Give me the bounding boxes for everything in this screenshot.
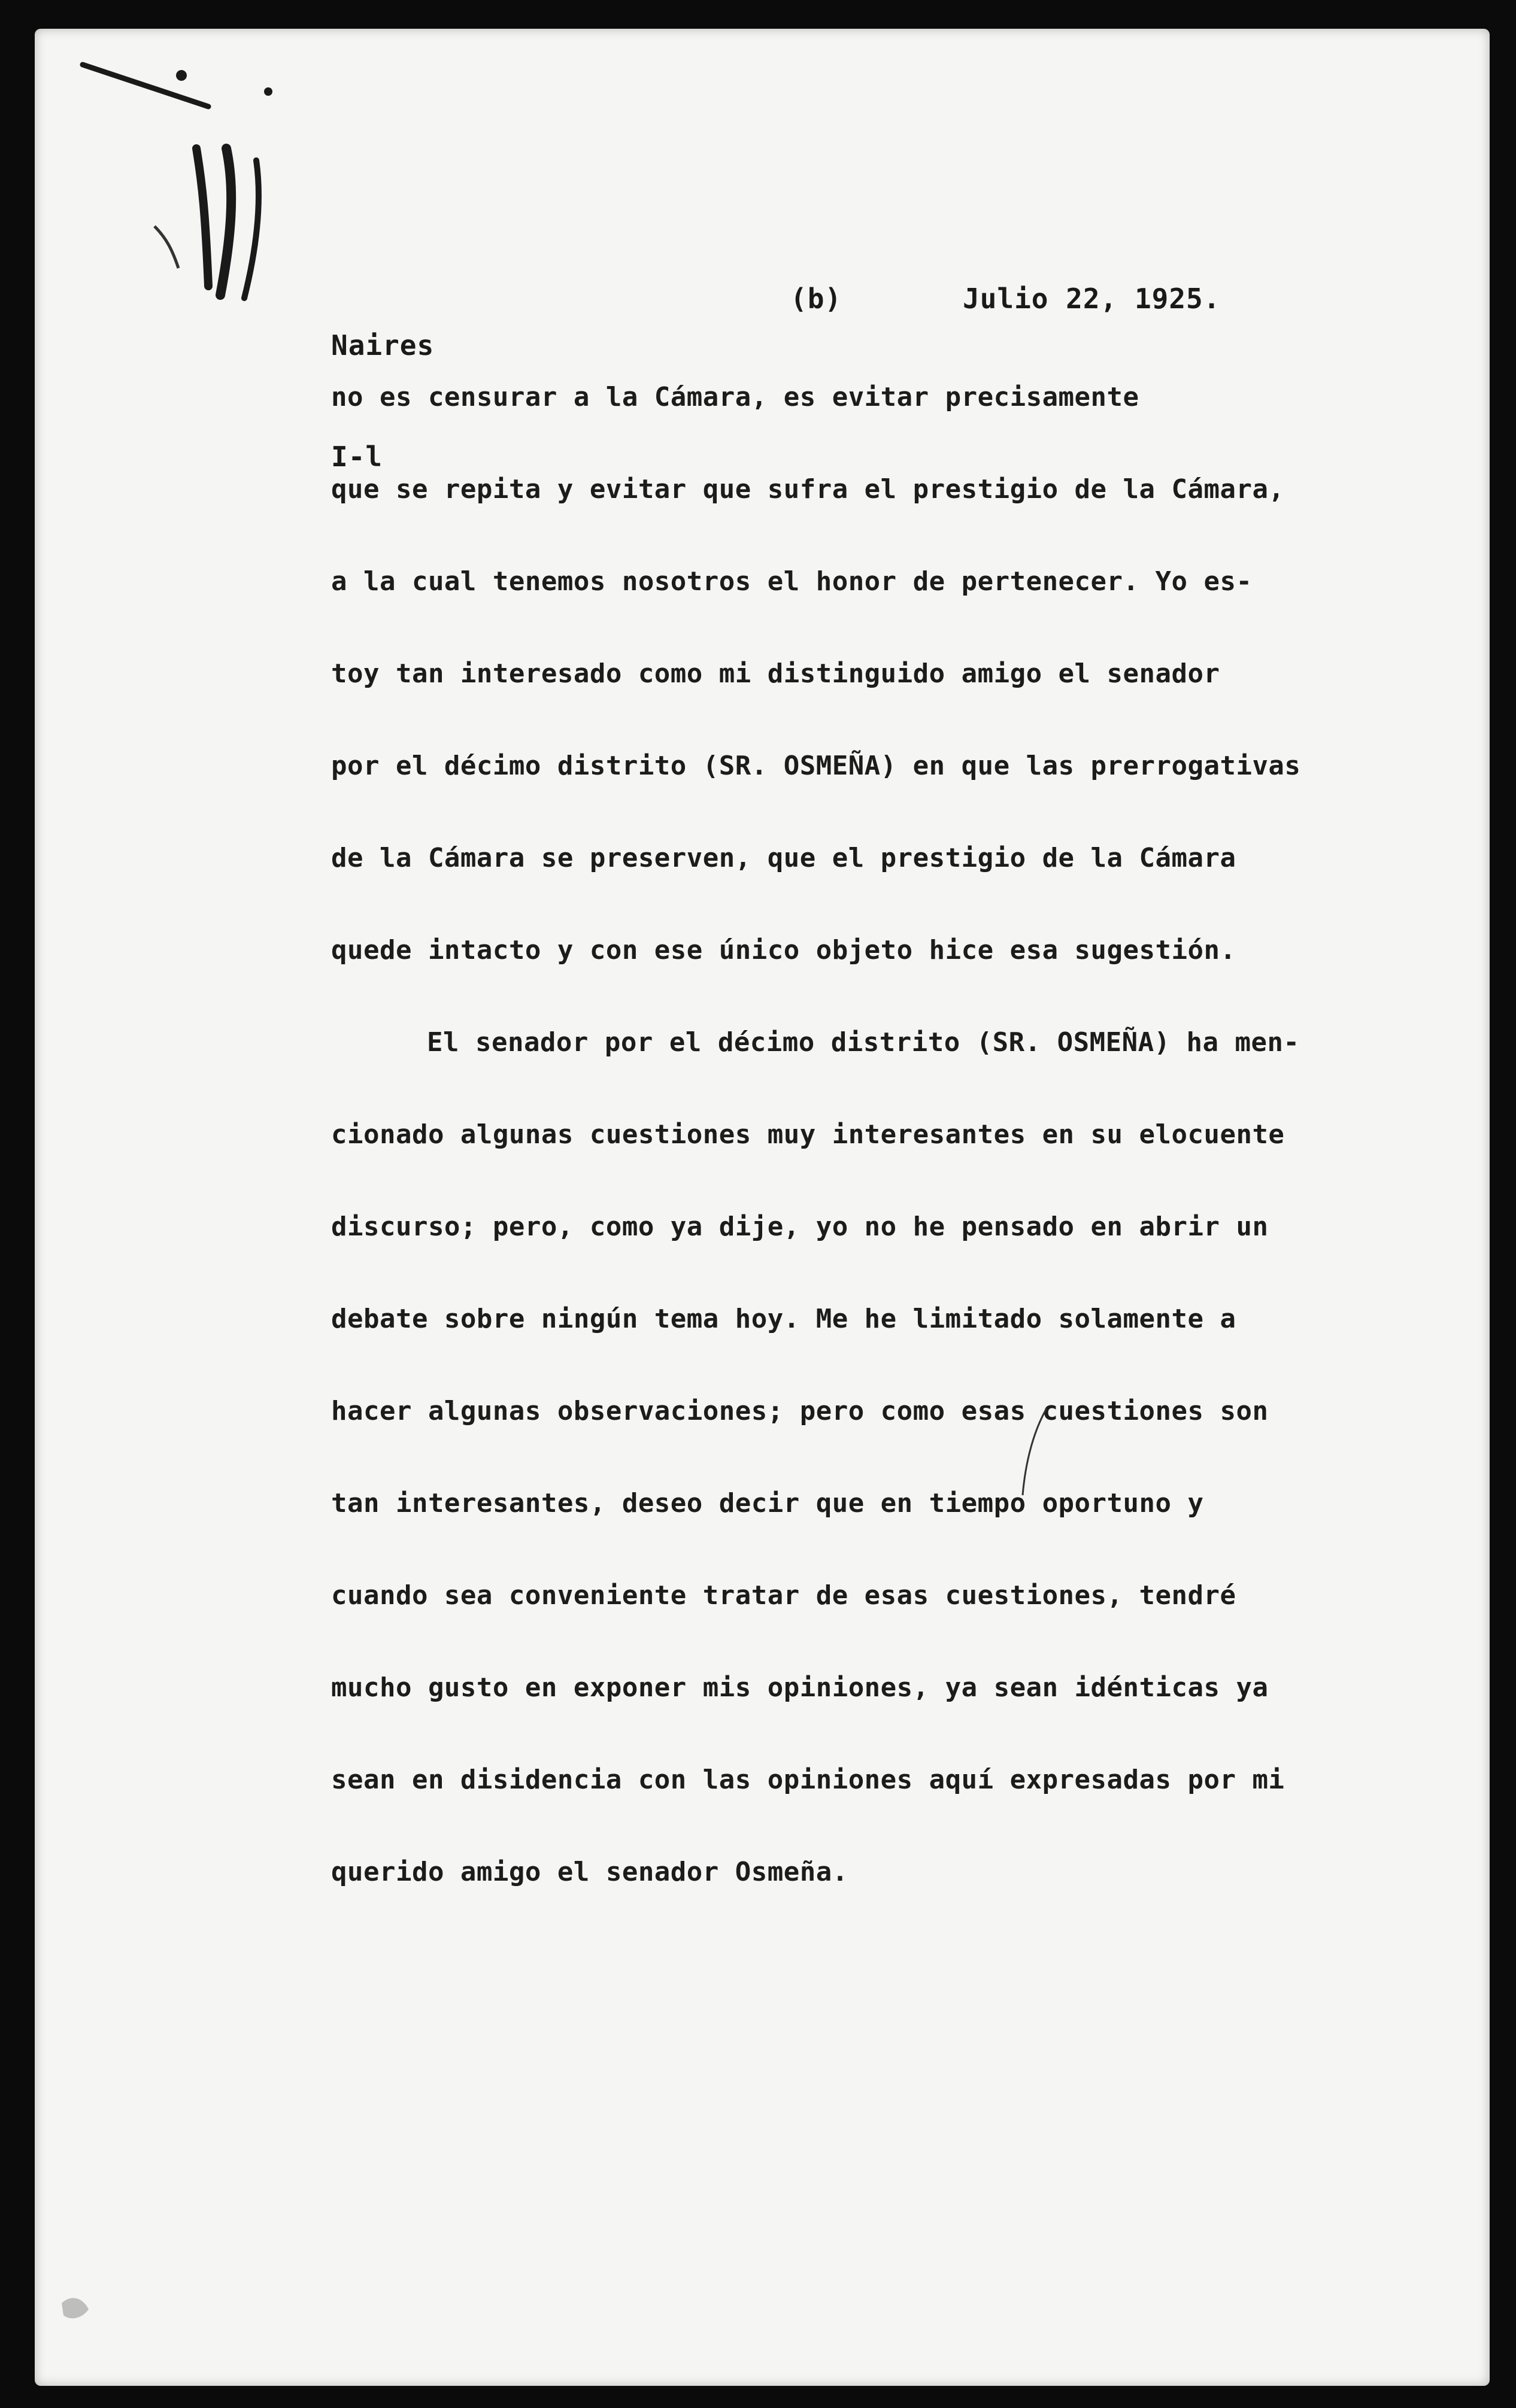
text-line: mucho gusto en exponer mis opiniones, ya sean idénticas ya: [331, 1672, 1269, 1703]
paper-sheet: [35, 29, 1490, 2386]
page-marker: (b): [790, 283, 842, 315]
initials-line-1: Naires: [331, 329, 435, 362]
text-line: quede intacto y con ese único objeto hice esa sugestión.: [331, 935, 1236, 965]
text-line: querido amigo el senador Osmeña.: [331, 1857, 848, 1887]
text-line: cionado algunas cuestiones muy interesantes en su elocuente: [331, 1119, 1285, 1150]
text-line: no es censurar a la Cámara, es evitar precisamente: [331, 382, 1139, 412]
text-line: debate sobre ningún tema hoy. Me he limitado solamente a: [331, 1304, 1236, 1334]
text-line: a la cual tenemos nosotros el honor de pertenecer. Yo es-: [331, 566, 1253, 597]
initials-line-2: I-l: [331, 441, 383, 473]
text-line: hacer algunas observaciones; pero como esas cuestiones son: [331, 1396, 1269, 1426]
paper-blemish: [59, 2291, 95, 2327]
text-line: toy tan interesado como mi distinguido amigo el senador: [331, 658, 1220, 689]
document-body: [331, 376, 1427, 1943]
text-line: de la Cámara se preserven, que el prestigio de la Cámara: [331, 843, 1236, 873]
text-line-paragraph-start: El senador por el décimo distrito (SR. OSMEÑA) ha men-: [427, 1027, 1300, 1058]
stray-pen-mark: [1017, 1405, 1053, 1501]
text-line: tan interesantes, deseo decir que en tiempo oportuno y: [331, 1488, 1204, 1519]
text-line: cuando sea conveniente tratar de esas cuestiones, tendré: [331, 1580, 1236, 1611]
document-date: Julio 22, 1925.: [963, 283, 1221, 315]
text-line: discurso; pero, como ya dije, yo no he pensado en abrir un: [331, 1211, 1269, 1242]
handwritten-mark: [77, 59, 304, 310]
text-line: que se repita y evitar que sufra el prestigio de la Cámara,: [331, 474, 1285, 505]
text-line: sean en disidencia con las opiniones aquí expresadas por mi: [331, 1765, 1285, 1795]
text-line: por el décimo distrito (SR. OSMEÑA) en que las prerrogativas: [331, 751, 1301, 781]
